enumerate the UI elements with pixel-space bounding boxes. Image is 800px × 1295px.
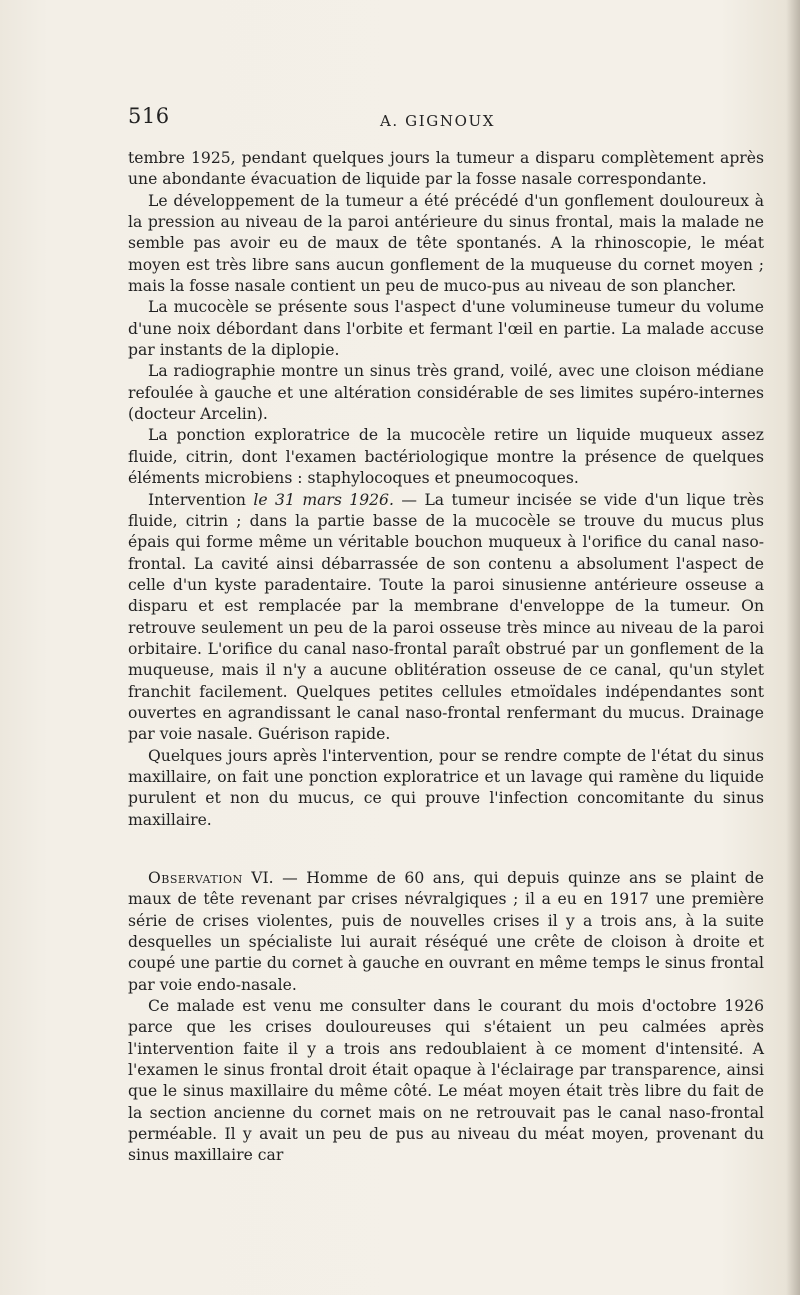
- intervention-date: le 31 mars 1926.: [253, 490, 394, 509]
- page-number: 516: [128, 104, 170, 128]
- paragraph-intervention: [128, 490, 764, 746]
- paragraph-continuation: tembre 1925, pendant quelques jours la tumeur a disparu complètement après une abondante évacuation de liquide par la fosse nasale correspondante.: [128, 149, 764, 189]
- paragraph-swelling: Le développement de la tumeur a été précédé d'un gonflement douloureux à la pression au niveau de la paroi antérieure du sinus frontal, mais la malade ne semble pas avoir eu de maux de tête spontanés. A la rhinoscopie, le méat moyen est très libre sans aucun gonflement de la muqueuse du cornet moyen ; mais la fosse nasale contient un peu de muco-pus au niveau de son plancher.: [128, 191, 764, 296]
- body-text: [128, 148, 764, 1167]
- observation-label: Observation: [148, 869, 243, 887]
- observation-text: VI. — Homme de 60 ans, qui depuis quinze ans se plaint de maux de tête revenant par crises névralgiques ; il a eu en 1917 une première série de crises violentes, puis de nouvelles crises il y a trois ans, à la suite desquelles un spécialiste lui aurait réséqué une crête de cloison à droite et coupé une partie du cornet à gauche en ouvrant en même temps le sinus frontal par voie endo-nasale.: [128, 869, 764, 994]
- paragraph-radiography: La radiographie montre un sinus très grand, voilé, avec une cloison médiane refoulée à gauche et une altération considérable de ses limites supéro-internes (docteur Arcelin).: [128, 362, 764, 424]
- paragraph-followup: Quelques jours après l'intervention, pour se rendre compte de l'état du sinus maxillaire, on fait une ponction exploratrice et un lavage qui ramène du liquide purulent et non du mucus, ce qui prouve l'infection concomitante du sinus maxillaire.: [128, 746, 764, 829]
- page-header: [128, 104, 768, 138]
- paragraph-mucocele: La mucocèle se présente sous l'aspect d'une volumineuse tumeur du volume d'une noix débordant dans l'orbite et fermant l'œil en partie. La malade accuse par instants de la diplopie.: [128, 298, 764, 360]
- book-spine-shadow: [786, 0, 800, 1295]
- intervention-text: — La tumeur incisée se vide d'un lique très fluide, citrin ; dans la partie basse de la mucocèle se trouve du mucus plus épais qui forme même un véritable bouchon muqueux à l'orifice du canal naso-frontal. La cavité ainsi débarrassée de son contenu a absolument l'aspect de celle d'un kyste paradentaire. Toute la paroi sinusienne antérieure osseuse a disparu et est remplacée par la membrane d'enveloppe de la tumeur. On retrouve seulement un peu de la paroi osseuse très mince au niveau de la paroi orbitaire. L'orifice du canal naso-frontal paraît obstrué par un gonflement de la muqueuse, mais il n'y a aucune oblitération osseuse de ce canal, qu'un stylet franchit facilement. Quelques petites cellules etmoïdales indépendantes sont ouvertes en agrandissant le canal naso-frontal renfermant du mucus. Drainage par voie nasale. Guérison rapide.: [128, 490, 764, 744]
- running-head: A. GIGNOUX: [380, 112, 496, 130]
- paragraph-observation-vi: [128, 868, 764, 996]
- paragraph-puncture: La ponction exploratrice de la mucocèle retire un liquide muqueux assez fluide, citrin, dont l'examen bactériologique montre la présence de quelques éléments microbiens : staphylocoques et pneumocoques.: [128, 426, 764, 488]
- intervention-label: Intervention: [148, 490, 246, 509]
- paragraph-consultation: Ce malade est venu me consulter dans le courant du mois d'octobre 1926 parce que les crises douloureuses qui s'étaient un peu calmées après l'intervention faite il y a trois ans redoublaient à ce moment d'intensité. A l'examen le sinus frontal droit était opaque à l'éclairage par transparence, ainsi que le sinus maxillaire du même côté. Le méat moyen était très libre du fait de la section ancienne du cornet mais on ne retrouvait pas le canal naso-frontal perméable. Il y avait un peu de pus au niveau du méat moyen, provenant du sinus maxillaire car: [128, 997, 764, 1165]
